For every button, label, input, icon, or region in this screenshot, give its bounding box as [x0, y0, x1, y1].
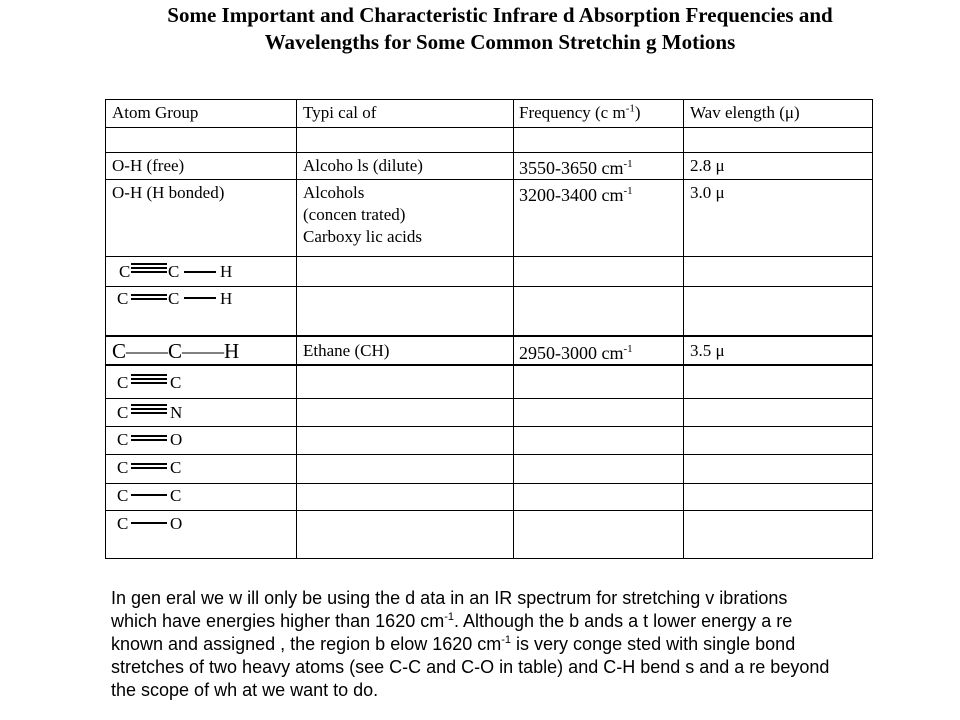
atom: C: [170, 458, 182, 477]
row-divider: [106, 152, 872, 153]
oh-bonded-typical-line-2: (concen trated): [303, 205, 406, 224]
explanation-paragraph: [111, 587, 891, 702]
atom: C: [168, 262, 180, 281]
paragraph-line-2: [111, 610, 891, 633]
paragraph-line-3: [111, 633, 891, 656]
cell-oh-bonded-group: O-H (H bonded): [112, 183, 225, 202]
row-divider: [106, 454, 872, 455]
row-divider: [106, 256, 872, 257]
atom: O: [170, 430, 183, 449]
oh-bonded-frequency-text: 3200-3400 cm: [519, 185, 624, 205]
cell-alkane-ch-wavelength: 3.5 μ: [690, 341, 725, 360]
cell-oh-bonded-frequency: [519, 184, 633, 206]
cell-oh-free-wavelength: 2.8 μ: [690, 156, 725, 175]
oh-bonded-frequency-sup: -1: [623, 185, 633, 197]
row-divider: [106, 364, 872, 366]
row-divider: [106, 398, 872, 399]
row-divider: [106, 127, 872, 128]
cell-oh-free-typical: Alcoho ls (dilute): [303, 156, 423, 175]
paragraph-line-2-a: which have energies higher than 1620 cm: [111, 611, 445, 631]
alkane-ch-frequency-sup: -1: [623, 343, 633, 355]
atom: C: [168, 289, 180, 308]
oh-free-frequency-sup: -1: [623, 158, 633, 170]
header-wavelength: Wav elength (μ): [690, 103, 800, 122]
alkane-ch-frequency-text: 2950-3000 cm: [519, 343, 624, 363]
atom: N: [170, 403, 183, 422]
oh-free-frequency-text: 3550-3650 cm: [519, 158, 624, 178]
atom: C: [119, 262, 131, 281]
atom: C: [117, 458, 129, 477]
cell-alkane-ch-group: C——C——H: [112, 339, 240, 363]
paragraph-line-5: the scope of wh at we want to do.: [111, 680, 379, 700]
column-divider: [296, 100, 297, 558]
cell-alkane-ch-frequency: [519, 342, 633, 364]
oh-bonded-typical-line-3: Carboxy lic acids: [303, 227, 422, 246]
header-frequency-close: ): [634, 103, 641, 122]
atom: C: [117, 289, 129, 308]
atom: C: [117, 403, 129, 422]
paragraph-line-1: In gen eral we w ill only be using the d ata in an IR spectrum for stretching v ibrations: [111, 588, 788, 608]
atom: C: [117, 373, 129, 392]
cell-oh-free-group: O-H (free): [112, 156, 185, 175]
paragraph-line-2-b: . Although the b ands a t lower energy a re: [454, 611, 793, 631]
row-divider: [106, 483, 872, 484]
cell-oh-bonded-wavelength: 3.0 μ: [690, 183, 725, 202]
paragraph-line-2-sup: -1: [444, 611, 454, 623]
header-typical-of: Typi cal of: [303, 103, 377, 122]
paragraph-line-3-b: is very conge sted with single bond: [511, 634, 796, 654]
ir-frequency-table: [105, 99, 873, 559]
atom: C: [117, 486, 129, 505]
cell-alkane-ch-typical: Ethane (CH): [303, 341, 390, 360]
paragraph-line-3-sup: -1: [501, 634, 512, 646]
cell-oh-bonded-typical: [303, 182, 422, 248]
column-divider: [513, 100, 514, 558]
paragraph-line-4: stretches of two heavy atoms (see C-C and C-O in table) and C-H bend s and a re beyond: [111, 657, 830, 677]
title-line-1: Some Important and Characteristic Infrare d Absorption Frequencies and: [167, 3, 833, 27]
atom: C: [117, 430, 129, 449]
atom: O: [170, 514, 183, 533]
oh-bonded-typical-line-1: Alcohols: [303, 183, 365, 202]
title-line-2: Wavelengths for Some Common Stretchin g Motions: [264, 30, 736, 54]
cell-oh-free-frequency: [519, 157, 633, 179]
row-divider: [106, 286, 872, 287]
column-divider: [683, 100, 684, 558]
header-atom-group: Atom Group: [112, 103, 199, 122]
header-frequency-text: Frequency (c m: [519, 103, 626, 122]
atom: C: [170, 373, 182, 392]
header-frequency: [519, 102, 641, 124]
row-divider: [106, 335, 872, 337]
row-divider: [106, 426, 872, 427]
page-title: [100, 2, 900, 56]
header-frequency-sup: -1: [625, 102, 635, 115]
atom: C: [117, 514, 129, 533]
atom: H: [220, 262, 233, 281]
atom: H: [220, 289, 233, 308]
row-divider: [106, 510, 872, 511]
atom: C: [170, 486, 182, 505]
row-divider: [106, 179, 872, 180]
paragraph-line-3-a: known and assigned , the region b elow 1620 cm: [111, 634, 502, 654]
